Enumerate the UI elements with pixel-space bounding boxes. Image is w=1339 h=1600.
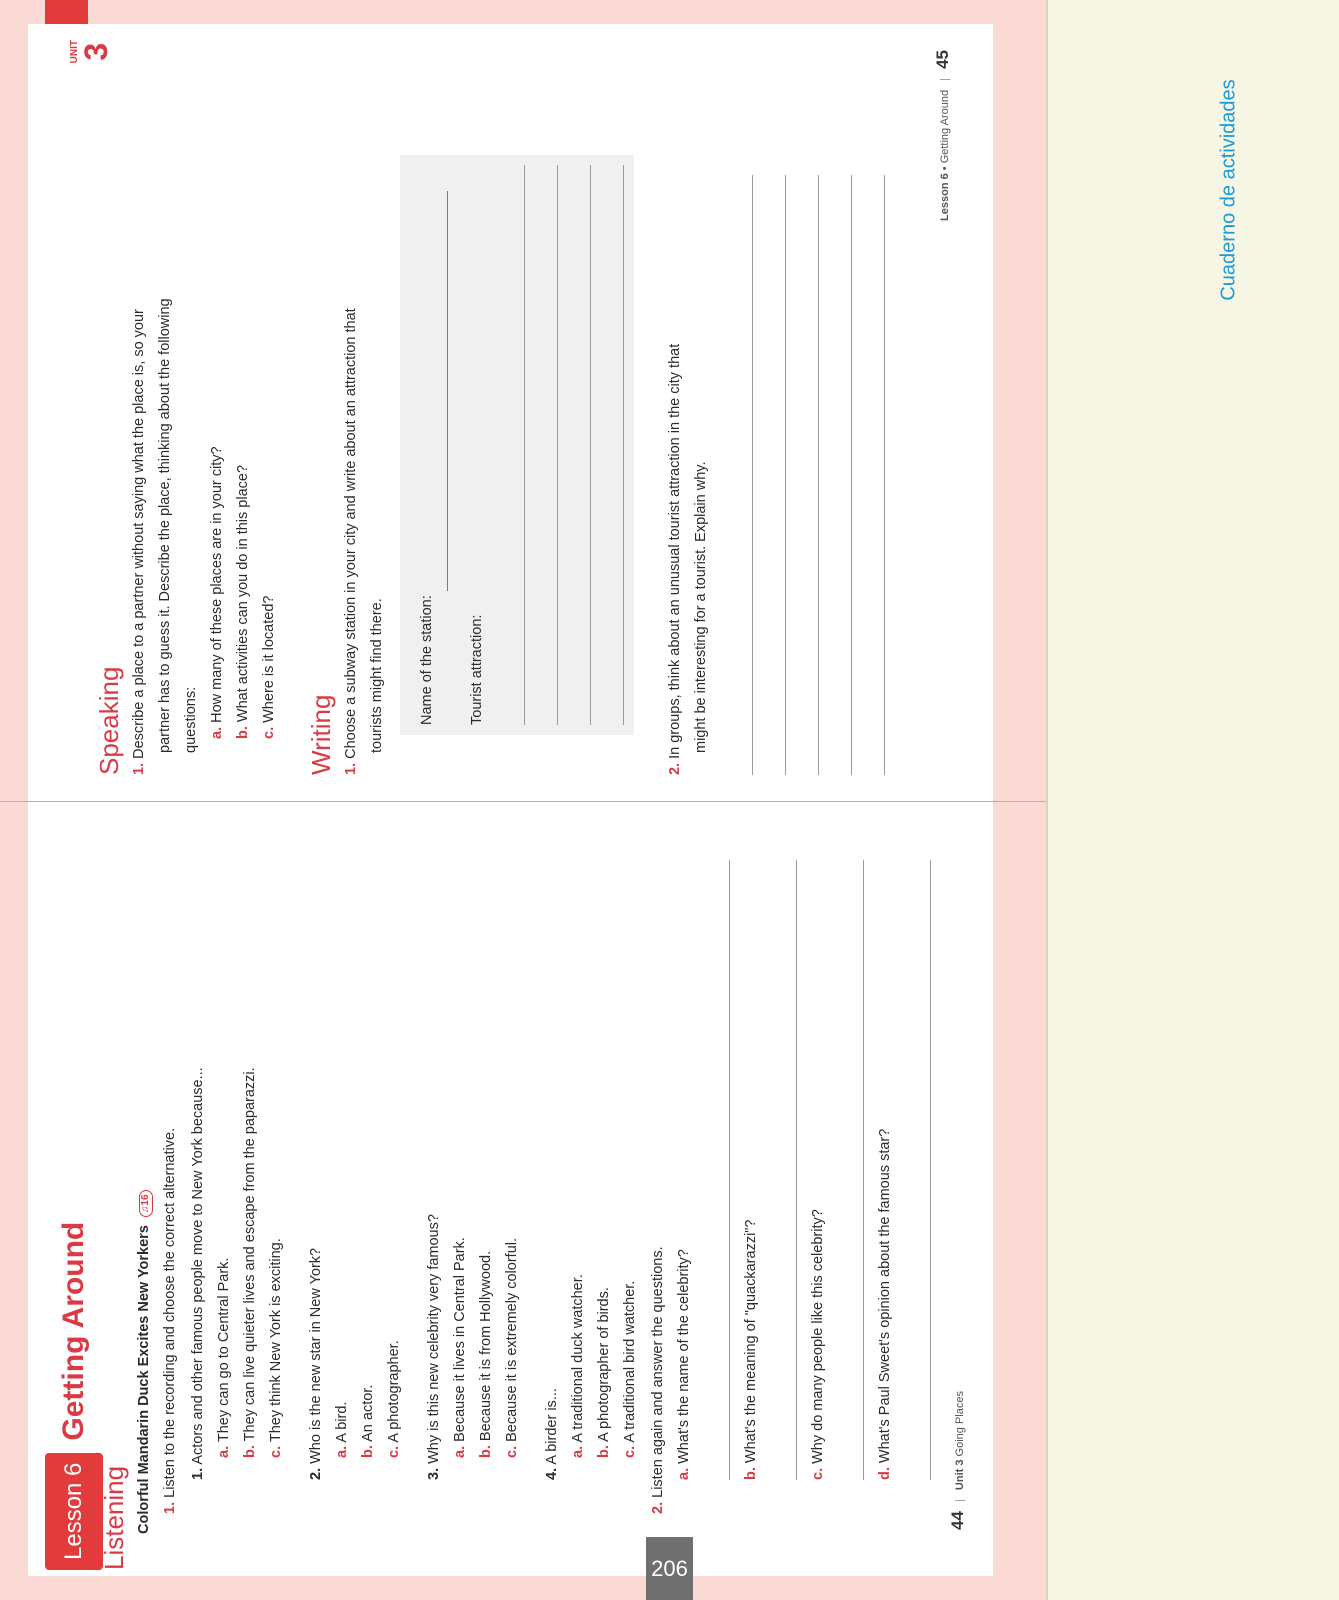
attraction-label: Tourist attraction: bbox=[469, 614, 485, 725]
writing2-answer-line[interactable] bbox=[852, 175, 885, 775]
audio-track-icon: ♫16 bbox=[139, 1190, 153, 1217]
answer-line-c[interactable] bbox=[831, 860, 864, 1480]
question-2-option-a: a. A bird. bbox=[334, 1401, 350, 1458]
speaking-instruction: 1. Describe a place to a partner without saying what the place is, so your bbox=[131, 309, 147, 775]
open-question-d: d. What's Paul Sweet's opinion about the famous star? bbox=[877, 1128, 893, 1480]
attraction-answer-line[interactable] bbox=[558, 165, 591, 725]
question-4-option-c: c. A traditional bird watcher. bbox=[622, 1280, 638, 1458]
question-3-option-c: c. Because it is extremely colorful. bbox=[504, 1237, 520, 1458]
unit-badge bbox=[70, 40, 112, 63]
speaking-question-a: a. How many of these places are in your city? bbox=[209, 446, 225, 739]
listening-title: Listening bbox=[99, 1465, 129, 1570]
question-1-option-b: b. They can live quieter lives and escape from the paparazzi. bbox=[242, 1067, 258, 1458]
instruction-1: 1. Listen to the recording and choose the correct alternative. bbox=[162, 1127, 178, 1514]
question-1-option-c: c. They think New York is exciting. bbox=[268, 1238, 284, 1458]
margin-divider bbox=[1046, 0, 1048, 1600]
question-2-option-c: c. A photographer. bbox=[386, 1340, 402, 1458]
answer-line-d[interactable] bbox=[898, 860, 931, 1480]
open-question-c: c. Why do many people like this celebrity? bbox=[810, 1209, 826, 1480]
station-label: Name of the station: bbox=[419, 595, 435, 725]
lesson-label: Lesson 6 bbox=[45, 1453, 103, 1570]
track-number: 16 bbox=[140, 1194, 151, 1206]
lesson-header bbox=[45, 800, 97, 1570]
instruction-2: 2. Listen again and answer the questions. bbox=[650, 1246, 666, 1514]
left-page-number: 44 bbox=[948, 1511, 967, 1530]
attraction-answer-line[interactable] bbox=[525, 165, 558, 725]
writing2-answer-line[interactable] bbox=[720, 175, 753, 775]
margin-label: Cuaderno de actividades bbox=[1217, 79, 1240, 301]
question-3-option-b: b. Because it is from Hollywood. bbox=[478, 1250, 494, 1458]
unit-tab bbox=[45, 0, 88, 24]
speaking-question-c: c. Where is it located? bbox=[261, 595, 277, 739]
speaking-instruction-line3: questions: bbox=[183, 686, 199, 753]
question-3: 3. Why is this new celebrity very famous? bbox=[426, 1214, 442, 1480]
right-page-number: 45 bbox=[933, 50, 952, 69]
question-4-option-b: b. A photographer of birds. bbox=[596, 1287, 612, 1458]
left-footer: 44 | Unit 3 Going Places bbox=[948, 1391, 967, 1530]
writing-title: Writing bbox=[306, 694, 336, 775]
open-question-a: a. What's the name of the celebrity? bbox=[676, 1249, 692, 1480]
speaking-instruction-line2: partner has to guess it. Describe the place, thinking about the following bbox=[157, 298, 173, 753]
writing-instruction: 1. Choose a subway station in your city and write about an attraction that bbox=[343, 308, 359, 775]
writing2-answer-line[interactable] bbox=[753, 175, 786, 775]
writing-instruction-line2: tourists might find there. bbox=[369, 598, 385, 753]
writing2-answer-line[interactable] bbox=[786, 175, 819, 775]
speaking-title: Speaking bbox=[94, 666, 124, 775]
writing2-answer-line[interactable] bbox=[819, 175, 852, 775]
answer-line-b[interactable] bbox=[764, 860, 797, 1480]
left-page bbox=[45, 800, 995, 1570]
attraction-answer-line[interactable] bbox=[591, 165, 624, 725]
open-question-b: b. What's the meaning of "quackarazzi"? bbox=[743, 1219, 759, 1480]
page-badge: 206 bbox=[646, 1537, 693, 1600]
question-3-option-a: a. Because it lives in Central Park. bbox=[452, 1237, 468, 1458]
speaking-question-b: b. What activities can you do in this place? bbox=[235, 464, 251, 739]
unit-label: UNIT bbox=[69, 40, 80, 64]
question-1: 1. Actors and other famous people move to New York because... bbox=[190, 1067, 206, 1480]
writing-box bbox=[400, 155, 634, 735]
question-2-option-b: b. An actor. bbox=[360, 1384, 376, 1458]
question-4-option-a: a. A traditional duck watcher. bbox=[570, 1274, 586, 1458]
right-page bbox=[69, 30, 980, 775]
question-4: 4. A birder is... bbox=[544, 1388, 560, 1480]
attraction-answer-line[interactable] bbox=[492, 165, 525, 725]
unit-number: 3 bbox=[78, 42, 114, 61]
station-answer-line[interactable] bbox=[447, 191, 448, 591]
station-row bbox=[406, 165, 448, 725]
question-1-option-a: a. They can go to Central Park. bbox=[216, 1257, 232, 1458]
article-title: Colorful Mandarin Duck Excites New Yorkers ♫16 bbox=[131, 800, 157, 1570]
question-2: 2. Who is the new star in New York? bbox=[308, 1247, 324, 1480]
writing2-instruction-line2: might be interesting for a tourist. Explain why. bbox=[693, 461, 709, 753]
writing2-instruction: 2. In groups, think about an unusual tourist attraction in the city that bbox=[667, 343, 683, 775]
lesson-title: Getting Around bbox=[57, 1221, 90, 1441]
answer-line-a[interactable] bbox=[697, 860, 730, 1480]
right-footer: Lesson 6 • Getting Around | 45 bbox=[933, 50, 952, 221]
